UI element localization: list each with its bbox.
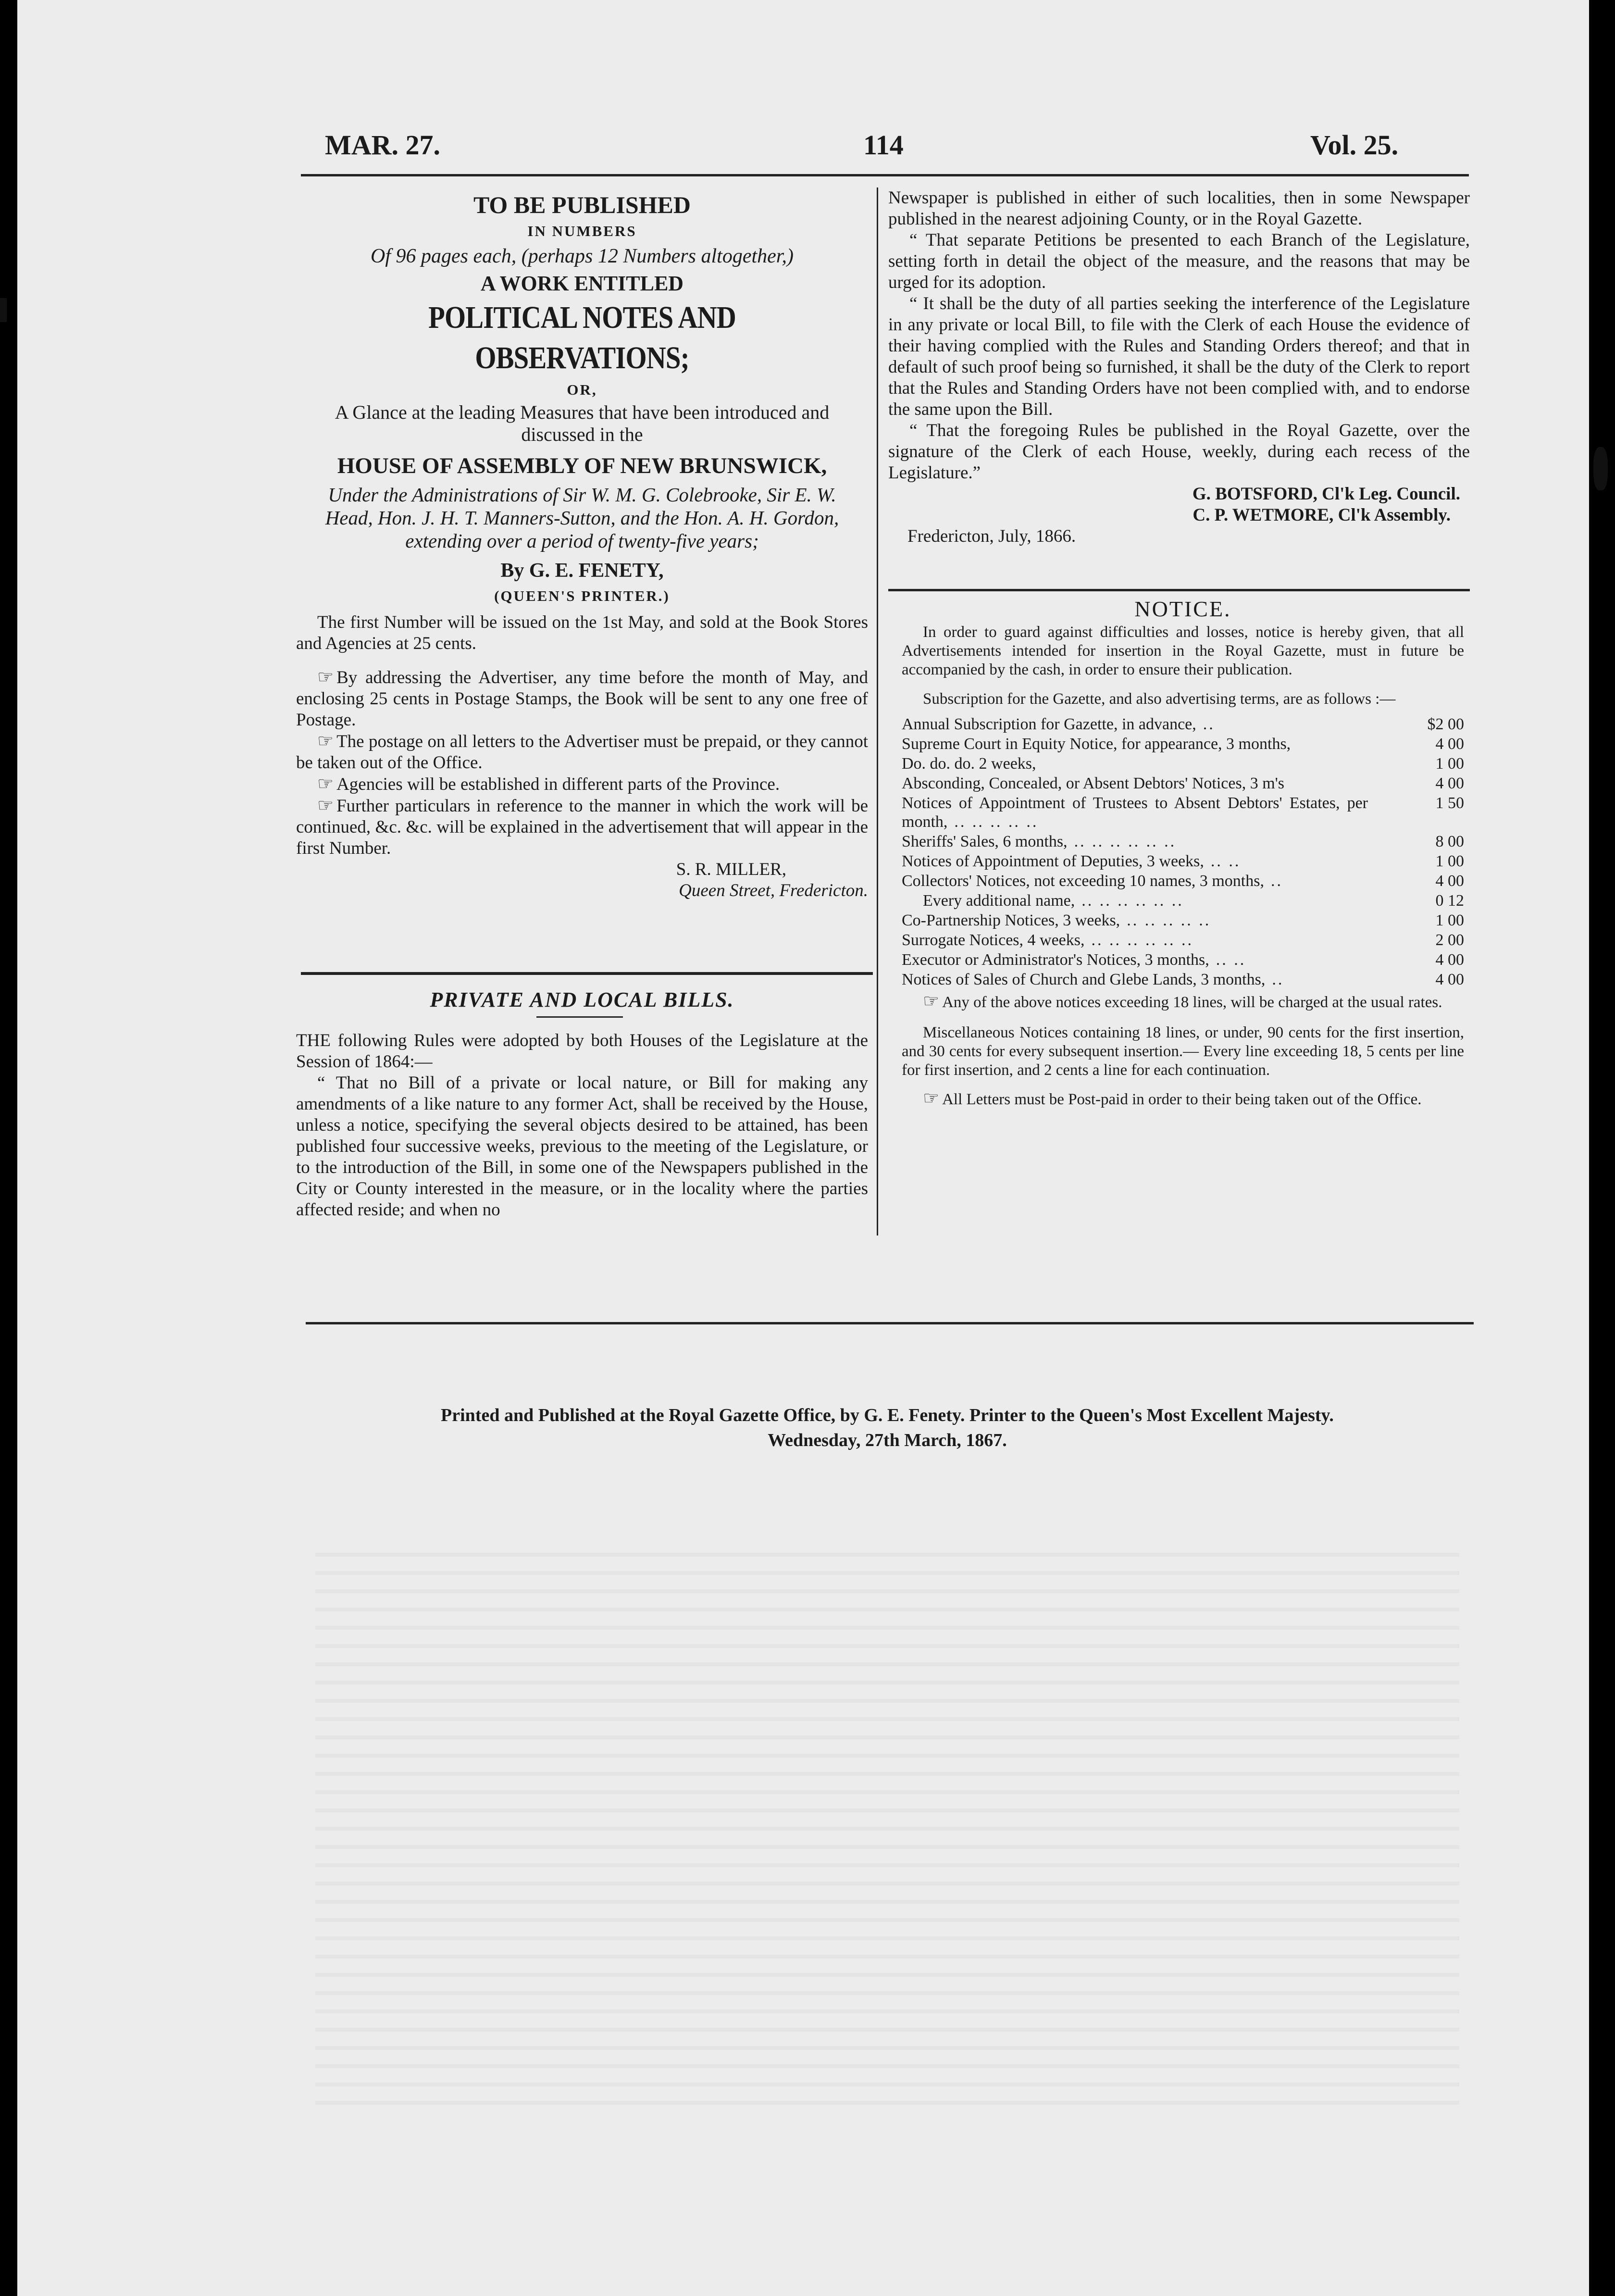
rates-table (902, 714, 1464, 989)
rate-row (902, 891, 1464, 911)
private-local-bills (296, 986, 868, 1221)
ad-title: TO BE PUBLISHED (473, 191, 691, 218)
footer-imprint (286, 1403, 1488, 1453)
ad-signature-place: Queen Street, Fredericton. (679, 881, 868, 900)
rate-amount: 8 00 (1435, 833, 1464, 850)
notice-rule (888, 589, 1470, 591)
rules-dateline: Fredericton, July, 1866. (907, 526, 1076, 546)
rate-item: Sheriffs' Sales, 6 months, .. .. .. .. .. .. (902, 833, 1177, 850)
pointing-hand-icon: ☞ (317, 731, 334, 751)
rate-amount: 4 00 (1435, 774, 1464, 792)
rate-item: Notices of Appointment of Deputies, 3 weeks, .. .. (902, 852, 1241, 870)
bills-heading: PRIVATE AND LOCAL BILLS. (430, 988, 734, 1011)
rate-item: Surrogate Notices, 4 weeks, .. .. .. .. .. .. (902, 931, 1194, 949)
rate-item: Notices of Appointment of Trustees to Absent Debtors' Estates, per month, .. .. .. .. .. (902, 794, 1368, 831)
rate-item: Co-Partnership Notices, 3 weeks, .. .. .. .. .. (902, 911, 1211, 929)
ad-entitled: A WORK ENTITLED (480, 272, 684, 295)
scan-edge-mark (0, 298, 7, 322)
rate-item: Absconding, Concealed, or Absent Debtors' Notices, 3 m's (902, 774, 1285, 792)
rate-row (902, 930, 1464, 950)
ad-author: By G. E. FENETY, (500, 560, 664, 582)
footer-rule (306, 1322, 1474, 1324)
rate-amount: 0 12 (1435, 892, 1464, 910)
rate-row (902, 714, 1464, 734)
rate-item: Notices of Sales of Church and Glebe Lands, 3 months, .. (902, 971, 1284, 988)
pointing-hand-icon: ☞ (923, 991, 940, 1011)
bills-para-1: THE following Rules were adopted by both Houses of the Legislature at the Session of 1864:— (296, 1031, 868, 1072)
rate-row (902, 970, 1464, 989)
notice-section (902, 595, 1464, 1109)
rate-item: Collectors' Notices, not exceeding 10 names, 3 months, .. (902, 872, 1283, 890)
pointing-hand-icon: ☞ (923, 1088, 940, 1109)
show-through-texture (315, 1538, 1459, 2115)
rate-row (902, 832, 1464, 851)
ad-note-2: ☞ The postage on all letters to the Advertiser must be prepaid, or they cannot be taken out of the Office. (296, 731, 868, 773)
work-advertisement (296, 190, 868, 901)
rate-item: Supreme Court in Equity Notice, for appearance, 3 months, (902, 735, 1291, 753)
rate-item: Executor or Administrator's Notices, 3 months, .. .. (902, 951, 1246, 969)
rate-amount: 1 00 (1435, 911, 1464, 929)
issue-date: MAR. 27. (325, 129, 441, 161)
rules-p2: “ That separate Petitions be presented to each Branch of the Legislature, setting forth in detail the object of the measure, and the reasons that may be urged for its adoption. (888, 230, 1470, 292)
ad-main-title: POLITICAL NOTES AND OBSERVATIONS; (428, 300, 736, 375)
signature-wetmore: C. P. WETMORE, Cl'k Assembly. (1193, 505, 1451, 525)
rate-row (902, 911, 1464, 930)
rate-amount: $2 00 (1427, 715, 1464, 733)
pointing-hand-icon: ☞ (317, 796, 334, 816)
ad-note-1: ☞ By addressing the Advertiser, any time before the month of May, and enclosing 25 cents in Postage Stamps, the Book will be sent to any one free of Postage. (296, 667, 868, 730)
column-divider (877, 187, 878, 1235)
short-rule (536, 1016, 623, 1018)
pointing-hand-icon: ☞ (317, 667, 334, 687)
rate-item: Every additional name, .. .. .. .. .. .. (923, 892, 1184, 910)
bills-para-2: “ That no Bill of a private or local nature, or Bill for making any amendments of a like nature to any former Act, shall be received by the House, unless a notice, specifying the several objects desired to be attained, has been published four successive weeks, previous to the meeting of the Legislature, or to the introduction of the Bill, in some one of the Newspapers published in the City or County interested in the measure, or in the locality where the parties affected reside; and when no (296, 1073, 868, 1220)
pointing-hand-icon: ☞ (317, 774, 334, 794)
ad-house: HOUSE OF ASSEMBLY OF NEW BRUNSWICK, (337, 453, 827, 478)
ad-glance: A Glance at the leading Measures that have been introduced and discussed in the (335, 401, 830, 445)
notice-heading: NOTICE. (1134, 597, 1231, 621)
footer-line-1: Printed and Published at the Royal Gazette Office, by G. E. Fenety. Printer to the Queen's Most Excellent Majesty. (441, 1405, 1334, 1425)
notice-sub: Subscription for the Gazette, and also advertising terms, are as follows :— (923, 690, 1396, 708)
rate-item: Annual Subscription for Gazette, in advance, .. (902, 715, 1215, 733)
ad-note-4: ☞ Further particulars in reference to the manner in which the work will be continued, &c. &c. will be explained in the advertisement that will appear in the first Number. (296, 796, 868, 858)
rate-amount: 1 50 (1435, 794, 1464, 812)
signature-botsford: G. BOTSFORD, Cl'k Leg. Council. (1192, 484, 1460, 504)
ad-note-3: ☞ Agencies will be established in different parts of the Province. (317, 774, 780, 794)
rate-amount: 1 00 (1435, 755, 1464, 773)
rate-row (902, 950, 1464, 970)
header-rule (301, 174, 1469, 176)
ad-pages-line: Of 96 pages each, (perhaps 12 Numbers altogether,) (371, 245, 794, 267)
rate-row (902, 754, 1464, 774)
rate-row (902, 793, 1464, 832)
volume-number: Vol. 25. (1310, 129, 1399, 161)
rate-amount: 4 00 (1435, 951, 1464, 969)
section-rule (301, 972, 873, 975)
rate-amount: 4 00 (1435, 872, 1464, 890)
rate-amount: 4 00 (1435, 971, 1464, 988)
newspaper-page (17, 0, 1589, 2296)
page-number: 114 (863, 129, 904, 161)
ad-printer: (QUEEN'S PRINTER.) (494, 587, 670, 604)
rules-cont: Newspaper is published in either of such localities, then in some Newspaper published in the nearest adjoining County, or in the Royal Gazette. (888, 188, 1470, 229)
ad-first-number: The first Number will be issued on the 1st May, and sold at the Book Stores and Agencies at 25 cents. (296, 612, 868, 653)
rate-amount: 4 00 (1435, 735, 1464, 753)
rate-amount: 2 00 (1435, 931, 1464, 949)
rate-amount: 1 00 (1435, 852, 1464, 870)
rules-p3: “ It shall be the duty of all parties seeking the interference of the Legislature in any private or local Bill, to file with the Clerk of each House the evidence of their having complied with the Rules and Standing Orders thereof; and that in default of such proof being so furnished, it shall be the duty of the Clerk to report that the Rules and Standing Orders have not been complied with, and to endorse the same upon the Bill. (888, 294, 1470, 419)
scan-edge-mark (1593, 447, 1608, 490)
ad-signature-name: S. R. MILLER, (676, 860, 786, 879)
notice-intro: In order to guard against difficulties and losses, notice is hereby given, that all Advertisements intended for insertion in the Royal Gazette, must in future be accompanied by the cash, in order to ensure their publication. (902, 624, 1464, 678)
rules-continuation (888, 187, 1470, 547)
rules-p4: “ That the foregoing Rules be published in the Royal Gazette, over the signature of the Clerk of each House, weekly, during each recess of the Legislature.” (888, 421, 1470, 483)
rate-row (902, 774, 1464, 793)
rate-row (902, 851, 1464, 871)
rate-item: Do. do. do. 2 weeks, (902, 755, 1036, 773)
footer-line-2: Wednesday, 27th March, 1867. (768, 1430, 1007, 1450)
rate-row (902, 734, 1464, 754)
ad-under: Under the Administrations of Sir W. M. G. Colebrooke, Sir E. W. Head, Hon. J. H. T. Manners-Sutton, and the Hon. A. H. Gordon, extending over a period of twenty-five years; (325, 484, 839, 552)
ad-in-numbers: IN NUMBERS (527, 223, 637, 239)
notice-exceed: ☞ Any of the above notices exceeding 18 lines, will be charged at the usual rates. (923, 991, 1442, 1011)
notice-letters: ☞ All Letters must be Post-paid in order to their being taken out of the Office. (923, 1088, 1422, 1109)
rate-row (902, 871, 1464, 891)
ad-or: OR, (567, 381, 597, 398)
notice-misc: Miscellaneous Notices containing 18 lines, or under, 90 cents for the first insertion, and 30 cents for every subsequent insertion.— Every line exceeding 18, 5 cents per line for first insertion, and 2 cents a line for each continuation. (902, 1024, 1464, 1079)
